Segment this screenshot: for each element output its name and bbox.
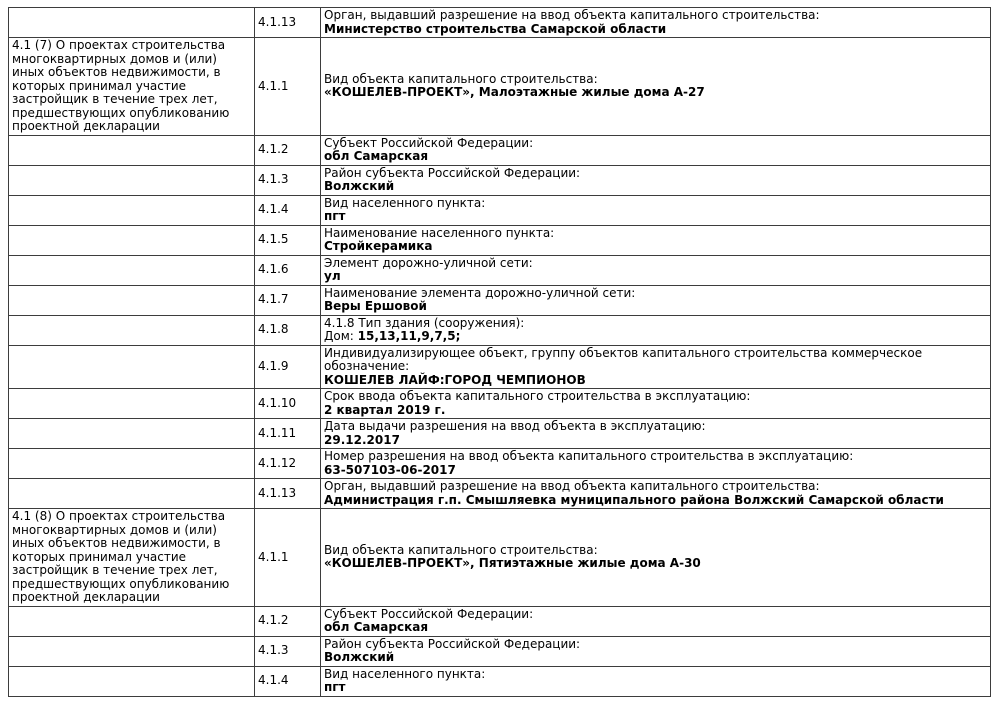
- table-row: [9, 135, 991, 165]
- row-number: 4.1.3: [258, 172, 289, 187]
- field-label: Дата выдачи разрешения на ввод объекта в эксплуатацию:: [324, 419, 706, 433]
- table-row: [9, 255, 991, 285]
- table-row: [9, 419, 991, 449]
- row-content-cell: [321, 345, 991, 389]
- field-value: пгт: [324, 209, 346, 223]
- row-number-cell: [255, 389, 321, 419]
- field-value-line: [324, 180, 987, 194]
- field-label: Субъект Российской Федерации:: [324, 606, 534, 621]
- field-value-line: [324, 86, 987, 100]
- row-content-cell: [321, 315, 991, 345]
- field-value-line: [324, 300, 987, 314]
- empty-description-cell: [9, 606, 255, 636]
- row-number-cell: [255, 636, 321, 666]
- row-content-cell: [321, 606, 991, 636]
- field-label: Вид населенного пункта:: [324, 195, 486, 210]
- field-value-line: [324, 434, 987, 448]
- empty-description-cell: [9, 419, 255, 449]
- row-number-cell: [255, 449, 321, 479]
- field-value-line: [324, 374, 987, 388]
- field-value: Министерство строительства Самарской области: [324, 21, 667, 36]
- table-row: [9, 636, 991, 666]
- field-value: пгт: [324, 680, 346, 694]
- empty-description-cell: [9, 225, 255, 255]
- empty-description-cell: [9, 345, 255, 389]
- row-content-cell: [321, 195, 991, 225]
- field-label: Орган, выдавший разрешение на ввод объекта капитального строительства:: [324, 8, 820, 22]
- field-value-line: [324, 210, 987, 224]
- table-row: [9, 449, 991, 479]
- section-description-cell: 4.1 (8) О проектах строительства многоквартирных домов и (или) иных объектов недвижимости, в которых принимал участие застройщик в течение трех лет, предшествующих опубликованию проектной декларации: [9, 509, 255, 607]
- field-value-line: [324, 557, 987, 571]
- field-value: 29.12.2017: [324, 432, 400, 447]
- table-row: [9, 285, 991, 315]
- row-number-cell: [255, 479, 321, 509]
- row-number-cell: [255, 165, 321, 195]
- row-content-cell: [321, 389, 991, 419]
- row-number-cell: [255, 345, 321, 389]
- row-number: 4.1.12: [258, 455, 297, 470]
- project-declaration-table: [8, 7, 991, 697]
- field-label: Субъект Российской Федерации:: [324, 135, 534, 150]
- empty-description-cell: [9, 449, 255, 479]
- field-value: обл Самарская: [324, 620, 429, 634]
- field-value: Веры Ершовой: [324, 299, 427, 313]
- table-row: [9, 666, 991, 696]
- row-number: 4.1.4: [258, 673, 289, 688]
- row-number: 4.1.3: [258, 643, 289, 658]
- field-label: Вид населенного пункта:: [324, 666, 486, 681]
- field-value: 15,13,11,9,7,5;: [357, 329, 461, 343]
- row-content-cell: [321, 449, 991, 479]
- row-number-cell: [255, 606, 321, 636]
- table-body: [9, 8, 991, 697]
- empty-description-cell: [9, 636, 255, 666]
- row-content-cell: [321, 225, 991, 255]
- field-value: 2 квартал 2019 г.: [324, 402, 446, 417]
- empty-description-cell: [9, 165, 255, 195]
- field-value-line: [324, 621, 987, 635]
- field-label: Элемент дорожно-уличной сети:: [324, 255, 533, 270]
- field-value-line: [324, 240, 987, 254]
- field-value: КОШЕЛЕВ ЛАЙФ:ГОРОД ЧЕМПИОНОВ: [324, 372, 586, 387]
- field-value-line: [324, 330, 987, 344]
- table-row: [9, 195, 991, 225]
- field-value: Волжский: [324, 650, 395, 664]
- row-content-cell: [321, 135, 991, 165]
- field-value-line: [324, 464, 987, 478]
- field-label: Район субъекта Российской Федерации:: [324, 636, 581, 651]
- row-number-cell: [255, 225, 321, 255]
- row-number: 4.1.9: [258, 359, 289, 373]
- row-number-cell: [255, 285, 321, 315]
- table-row: [9, 479, 991, 509]
- field-label: Срок ввода объекта капитального строительства в эксплуатацию:: [324, 389, 751, 403]
- field-value-line: [324, 23, 987, 37]
- row-number: 4.1.2: [258, 142, 289, 157]
- row-content-cell: [321, 285, 991, 315]
- field-label: Вид объекта капитального строительства:: [324, 71, 598, 86]
- row-content-cell: [321, 509, 991, 607]
- empty-description-cell: [9, 666, 255, 696]
- row-content-cell: [321, 636, 991, 666]
- table-row: [9, 8, 991, 38]
- row-content-cell: [321, 38, 991, 136]
- table-row: [9, 38, 991, 136]
- row-number: 4.1.4: [258, 202, 289, 217]
- row-number-cell: [255, 315, 321, 345]
- field-value: ул: [324, 269, 341, 283]
- row-content-cell: [321, 165, 991, 195]
- table-row: [9, 389, 991, 419]
- empty-description-cell: [9, 255, 255, 285]
- empty-description-cell: [9, 285, 255, 315]
- field-value-line: [324, 404, 987, 418]
- empty-description-cell: [9, 135, 255, 165]
- field-value: «КОШЕЛЕВ-ПРОЕКТ», Малоэтажные жилые дома А-27: [324, 85, 705, 100]
- row-number-cell: [255, 195, 321, 225]
- field-value-prefix: Дом:: [324, 329, 358, 343]
- table-row: [9, 509, 991, 607]
- row-number-cell: [255, 255, 321, 285]
- section-description-cell: 4.1 (7) О проектах строительства многоквартирных домов и (или) иных объектов недвижимости, в которых принимал участие застройщик в течение трех лет, предшествующих опубликованию проектной декларации: [9, 38, 255, 136]
- field-value: «КОШЕЛЕВ-ПРОЕКТ», Пятиэтажные жилые дома А-30: [324, 556, 701, 571]
- table-row: [9, 165, 991, 195]
- row-content-cell: [321, 666, 991, 696]
- row-number: 4.1.11: [258, 425, 297, 440]
- field-value-line: [324, 681, 987, 695]
- field-value: Волжский: [324, 179, 395, 193]
- field-label: Вид объекта капитального строительства:: [324, 542, 598, 557]
- row-content-cell: [321, 8, 991, 38]
- row-number: 4.1.13: [258, 14, 297, 29]
- field-value: 63-507103-06-2017: [324, 462, 456, 477]
- row-number: 4.1.6: [258, 262, 289, 277]
- empty-description-cell: [9, 315, 255, 345]
- field-label: Наименование населенного пункта:: [324, 225, 555, 240]
- field-value: Стройкерамика: [324, 239, 433, 253]
- row-number: 4.1.8: [258, 322, 289, 337]
- table-row: [9, 606, 991, 636]
- empty-description-cell: [9, 195, 255, 225]
- field-label: Наименование элемента дорожно-уличной сети:: [324, 285, 636, 300]
- field-label: 4.1.8 Тип здания (сооружения):: [324, 315, 525, 330]
- empty-description-cell: [9, 389, 255, 419]
- row-number-cell: [255, 509, 321, 607]
- row-number: 4.1.1: [258, 549, 289, 564]
- table-row: [9, 315, 991, 345]
- row-number-cell: [255, 38, 321, 136]
- row-number: 4.1.5: [258, 232, 289, 247]
- row-number: 4.1.7: [258, 292, 289, 307]
- field-value-line: [324, 150, 987, 164]
- row-number: 4.1.13: [258, 485, 297, 500]
- empty-description-cell: [9, 8, 255, 38]
- row-number: 4.1.10: [258, 395, 297, 410]
- table-row: [9, 225, 991, 255]
- field-value: обл Самарская: [324, 149, 429, 163]
- field-value-line: [324, 651, 987, 665]
- row-content-cell: [321, 255, 991, 285]
- field-value-line: [324, 494, 987, 508]
- row-content-cell: [321, 419, 991, 449]
- row-content-cell: [321, 479, 991, 509]
- field-label: Орган, выдавший разрешение на ввод объекта капитального строительства:: [324, 479, 820, 493]
- row-number: 4.1.2: [258, 613, 289, 628]
- row-number-cell: [255, 666, 321, 696]
- field-value-line: [324, 270, 987, 284]
- row-number-cell: [255, 8, 321, 38]
- empty-description-cell: [9, 479, 255, 509]
- row-number-cell: [255, 419, 321, 449]
- row-number: 4.1.1: [258, 78, 289, 93]
- field-label: Номер разрешения на ввод объекта капитального строительства в эксплуатацию:: [324, 449, 854, 463]
- field-label: Район субъекта Российской Федерации:: [324, 165, 581, 180]
- row-number-cell: [255, 135, 321, 165]
- field-value: Администрация г.п. Смышляевка муниципального района Волжский Самарской области: [324, 492, 944, 507]
- field-label: Индивидуализирующее объект, группу объектов капитального строительства коммерческое обозначение:: [324, 345, 923, 373]
- table-row: [9, 345, 991, 389]
